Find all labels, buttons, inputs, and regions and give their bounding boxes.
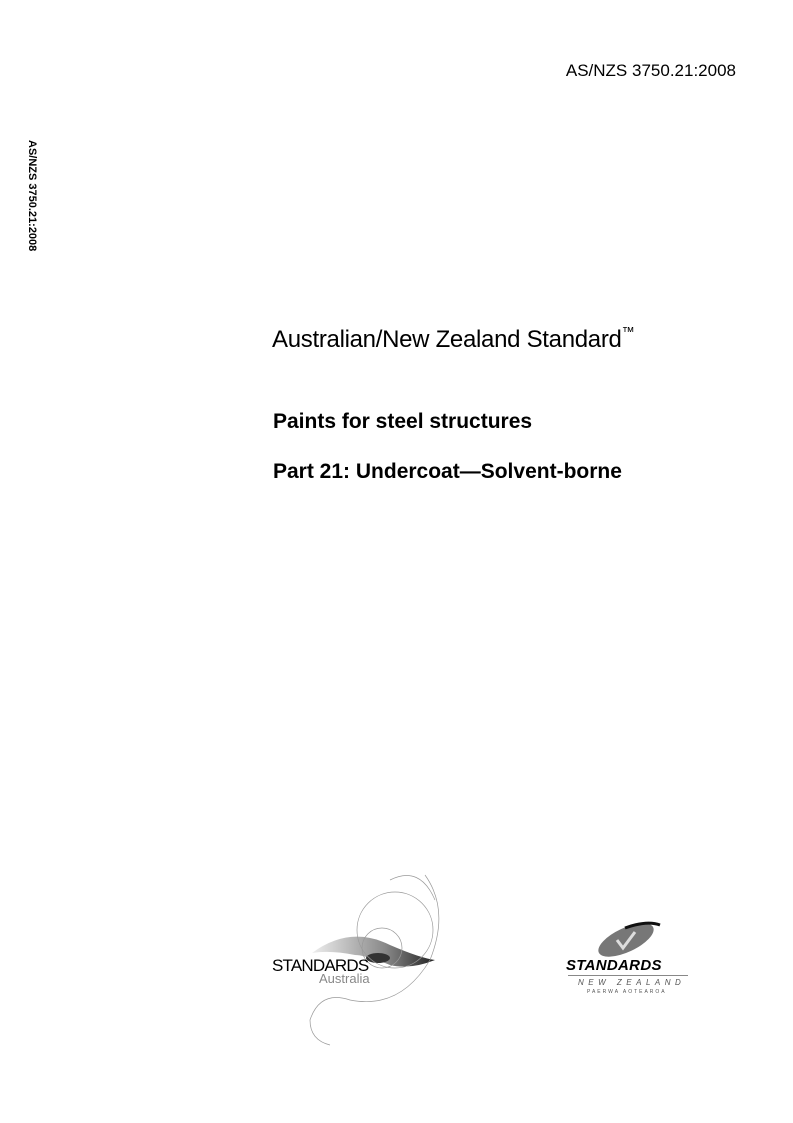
standards-australia-wordmark: STANDARDS <box>272 956 369 975</box>
standards-nz-divider <box>568 975 688 976</box>
header-designation: AS/NZS 3750.21:2008 <box>565 61 736 80</box>
document-title: Paints for steel structures <box>273 410 533 433</box>
standards-nz-subtext: NEW ZEALAND <box>578 978 686 987</box>
trademark-symbol: ™ <box>621 324 635 339</box>
standards-australia-subtext: Australia <box>319 971 370 986</box>
standard-series <box>272 326 634 354</box>
document-part: Part 21: Undercoat—Solvent-borne <box>273 460 622 483</box>
standards-nz-wordmark: STANDARDS <box>566 957 662 974</box>
standards-nz-maori-subtext: PAERWA AOTEAROA <box>587 989 667 995</box>
spine-designation: AS/NZS 3750.21:2008 <box>26 140 38 252</box>
series-label: Australian/New Zealand Standard <box>272 326 622 353</box>
